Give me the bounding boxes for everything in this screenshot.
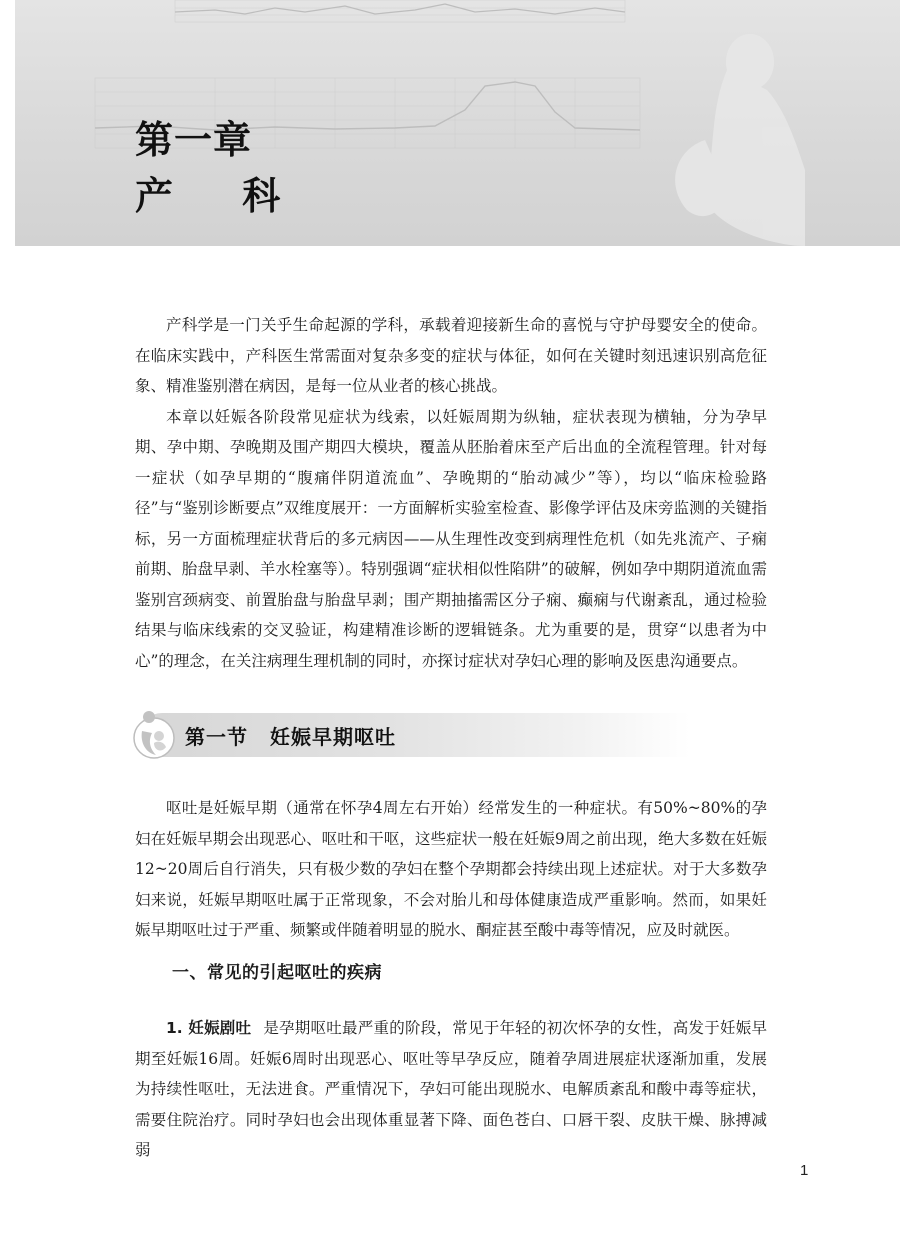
disease-item-label: 1. 妊娠剧吐 — [166, 1019, 252, 1037]
chapter-number: 第一章 — [135, 118, 253, 162]
intro-paragraph: 产科学是一门关乎生命起源的学科，承载着迎接新生命的喜悦与守护母婴安全的使命。在临床实践中，产科医生常需面对复杂多变的症状与体征，如何在关键时刻迅速识别高危征象、精准鉴别潜在病因，是每一位从业者的核心挑战。 — [135, 316, 767, 395]
chapter-heading — [135, 112, 308, 224]
chapter-banner — [15, 0, 900, 246]
section-paragraph: 呕吐是妊娠早期（通常在怀孕4周左右开始）经常发生的一种症状。有50%~80%的孕妇在妊娠早期会出现恶心、呕吐和干呕，这些症状一般在妊娠9周之前出现，绝大多数在妊娠12~20周后自行消失，只有极少数的孕妇在整个孕期都会持续出现上述症状。对于大多数孕妇来说，妊娠早期呕吐属于正常现象，不会对胎儿和母体健康造成严重影响。然而，如果妊娠早期呕吐过于严重、频繁或伴随着明显的脱水、酮症甚至酸中毒等情况，应及时就医。 — [135, 799, 767, 939]
section-title — [185, 721, 396, 750]
chapter-intro — [135, 310, 767, 676]
section-number: 第一节 — [185, 725, 248, 749]
chapter-title: 产 科 — [135, 174, 309, 218]
section-body — [135, 793, 767, 946]
section-heading-bar — [130, 707, 690, 759]
section-name: 妊娠早期呕吐 — [269, 725, 396, 749]
intro-paragraph: 本章以妊娠各阶段常见症状为线索，以妊娠周期为纵轴，症状表现为横轴，分为孕早期、孕中期、孕晚期及围产期四大模块，覆盖从胚胎着床至产后出血的全流程管理。针对每一症状（如孕早期的“腹痛伴阴道流血”、孕晚期的“胎动减少”等），均以“临床检验路径”与“鉴别诊断要点”双维度展开：一方面解析实验室检查、影像学评估及床旁监测的关键指标，另一方面梳理症状背后的多元病因——从生理性改变到病理性危机（如先兆流产、子痫前期、胎盘早剥、羊水栓塞等）。特别强调“症状相似性陷阱”的破解，例如孕中期阴道流血需鉴别宫颈病变、前置胎盘与胎盘早剥；围产期抽搐需区分子痫、癫痫与代谢紊乱，通过检验结果与临床线索的交叉验证，构建精准诊断的逻辑链条。尤为重要的是，贯穿“以患者为中心”的理念，在关注病理生理机制的同时，亦探讨症状对孕妇心理的影响及医患沟通要点。 — [135, 407, 767, 670]
page-number: 1 — [800, 1162, 809, 1179]
disease-item-text: 是孕期呕吐最严重的阶段，常见于年轻的初次怀孕的女性，高发于妊娠早期至妊娠16周。妊娠6周时出现恶心、呕吐等早孕反应，随着孕周进展症状逐渐加重，发展为持续性呕吐，无法进食。严重情况下，孕妇可能出现脱水、电解质紊乱和酸中毒等症状，需要住院治疗。同时孕妇也会出现体重显著下降、面色苍白、口唇干裂、皮肤干燥、脉搏减弱 — [135, 1019, 767, 1159]
subsection-heading: 一、常见的引起呕吐的疾病 — [172, 963, 382, 983]
mother-child-icon — [132, 707, 176, 761]
disease-item — [135, 1013, 767, 1166]
disease-item-paragraph — [135, 1013, 767, 1166]
